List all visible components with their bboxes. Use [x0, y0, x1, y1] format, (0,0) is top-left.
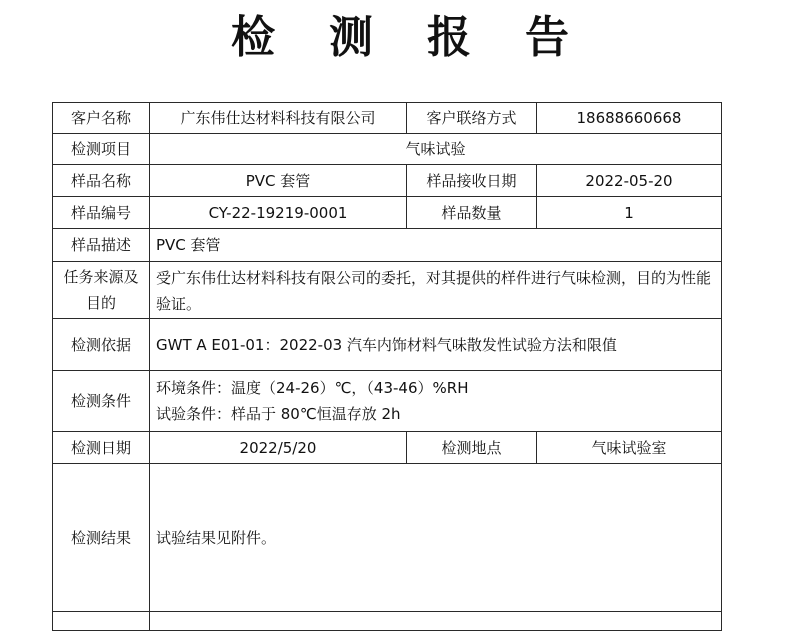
sample-qty-value: 1 [536, 196, 722, 229]
title-char: 测 [329, 12, 373, 63]
sample-id-value: CY-22-19219-0001 [149, 196, 407, 229]
environment-conditions: 环境条件：温度（24-26）℃，（43-46）%RH [156, 379, 469, 397]
title-char: 告 [525, 12, 569, 63]
sample-id-label: 样品编号 [52, 196, 150, 229]
test-location-value: 气味试验室 [536, 431, 722, 464]
client-contact-label: 客户联络方式 [406, 102, 537, 134]
received-date-label: 样品接收日期 [406, 164, 537, 197]
task-source-label [52, 261, 150, 319]
sample-qty-label: 样品数量 [406, 196, 537, 229]
client-contact-value: 18688660668 [536, 102, 722, 134]
title-char: 报 [427, 12, 471, 63]
table-row-partial [52, 611, 150, 631]
sample-name-label: 样品名称 [52, 164, 150, 197]
test-conditions: 试验条件：样品于 80℃恒温存放 2h [156, 405, 401, 423]
task-source-label-line2: 目的 [85, 294, 116, 312]
title-char: 检 [231, 12, 275, 63]
test-result-value: 试验结果见附件。 [149, 463, 722, 612]
task-source-label-line1: 任务来源及 [63, 268, 139, 286]
test-conditions-label: 检测条件 [52, 370, 150, 432]
test-date-value: 2022/5/20 [149, 431, 407, 464]
sample-name-value: PVC 套管 [149, 164, 407, 197]
test-date-label: 检测日期 [52, 431, 150, 464]
received-date-value: 2022-05-20 [536, 164, 722, 197]
test-basis-label: 检测依据 [52, 318, 150, 371]
test-item-value: 气味试验 [149, 133, 722, 165]
test-conditions-value [149, 370, 722, 432]
test-item-label: 检测项目 [52, 133, 150, 165]
sample-desc-value: PVC 套管 [149, 228, 722, 262]
client-name-label: 客户名称 [52, 102, 150, 134]
test-basis-value: GWT A E01-01：2022-03 汽车内饰材料气味散发性试验方法和限值 [149, 318, 722, 371]
page-title [0, 8, 800, 68]
client-name-value: 广东伟仕达材料科技有限公司 [149, 102, 407, 134]
task-source-value: 受广东伟仕达材料科技有限公司的委托，对其提供的样件进行气味检测，目的为性能验证。 [149, 261, 722, 319]
test-location-label: 检测地点 [406, 431, 537, 464]
sample-desc-label: 样品描述 [52, 228, 150, 262]
table-row-partial [149, 611, 722, 631]
test-result-label: 检测结果 [52, 463, 150, 612]
